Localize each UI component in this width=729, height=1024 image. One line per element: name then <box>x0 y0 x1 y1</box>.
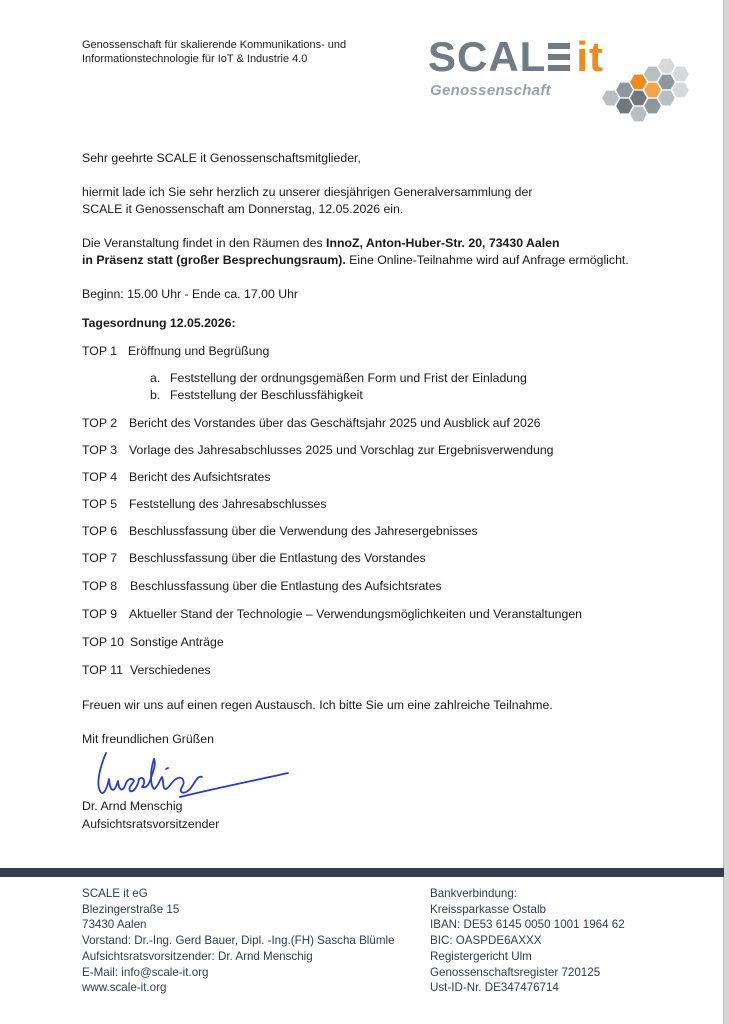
venue-line-1: Die Veranstaltung findet in den Räumen des InnoZ, Anton-Huber-Str. 20, 73430 Aalen <box>82 236 560 250</box>
footer-supervisory-chair: Aufsichtsratsvorsitzender: Dr. Arnd Menschig <box>82 949 313 963</box>
tagline-line-1: Genossenschaft für skalierende Kommunikations- und <box>82 39 347 51</box>
closing-regards: Mit freundlichen Grüßen <box>82 732 214 746</box>
venue-presence: in Präsenz statt (großer Besprechungsraum). <box>82 253 346 267</box>
agenda-item: TOP 6 Beschlussfassung über die Verwendung des Jahresergebnisses <box>82 524 478 538</box>
footer-website[interactable]: www.scale-it.org <box>82 981 167 995</box>
agenda-subitem: b. Feststellung der Beschlussfähigkeit <box>150 388 363 402</box>
agenda-item: TOP 2 Bericht des Vorstandes über das Geschäftsjahr 2025 und Ausblick auf 2026 <box>82 416 541 430</box>
venue-address: InnoZ, Anton-Huber-Str. 20, 73430 Aalen <box>326 236 560 250</box>
agenda-subitem: a. Feststellung der ordnungsgemäßen Form und Frist der Einladung <box>150 371 527 385</box>
agenda-item: TOP 5 Feststellung des Jahresabschlusses <box>82 497 327 511</box>
agenda-title: Tagesordnung 12.05.2026: <box>82 316 236 330</box>
logo-wordmark: SCAL it <box>428 33 604 80</box>
footer-city: 73430 Aalen <box>82 918 147 932</box>
footer-company-name: SCALE it eG <box>82 887 148 900</box>
footer-bank-info <box>430 886 625 996</box>
organization-tagline <box>82 38 346 66</box>
agenda-item: TOP 3 Vorlage des Jahresabschlusses 2025 und Vorschlag zur Ergebnisverwendung <box>82 443 554 457</box>
footer-company-info <box>82 886 395 996</box>
footer-vat-id: Ust-ID-Nr. DE347476714 <box>430 981 559 995</box>
logo-e-bars-icon <box>548 41 570 73</box>
footer-divider <box>0 868 724 877</box>
footer-court: Registergericht Ulm <box>430 949 532 963</box>
letter-body <box>82 150 682 303</box>
footer-board: Vorstand: Dr.-Ing. Gerd Bauer, Dipl. -Ing.(FH) Sascha Blümle <box>82 934 395 948</box>
tagline-line-2: Informationstechnologie für IoT & Industrie 4.0 <box>82 53 308 65</box>
agenda-item: TOP 11 Verschiedenes <box>82 663 211 677</box>
footer-iban: IBAN: DE53 6145 0050 1001 1964 62 <box>430 918 625 932</box>
agenda-item: TOP 9 Aktueller Stand der Technologie – Verwendungsmöglichkeiten und Veranstaltungen <box>82 607 583 621</box>
greeting: Sehr geehrte SCALE it Genossenschaftsmitglieder, <box>82 151 361 165</box>
hexagon-cluster-icon <box>600 56 692 128</box>
venue-line-2: in Präsenz statt (großer Besprechungsraum). Eine Online-Teilnahme wird auf Anfrage ermöglicht. <box>82 253 629 267</box>
footer-street: Blezingerstraße 15 <box>82 902 180 916</box>
scale-it-logo <box>422 30 697 130</box>
footer-register: Genossenschaftsregister 720125 <box>430 965 601 979</box>
agenda-item: TOP 1 Eröffnung und Begrüßung <box>82 344 270 358</box>
footer-bic: BIC: OASPDE6AXXX <box>430 934 542 948</box>
footer-email[interactable]: E-Mail: info@scale-it.org <box>82 965 209 979</box>
intro-line-2: SCALE it Genossenschaft am Donnerstag, 12.05.2026 ein. <box>82 202 404 216</box>
intro-line-1: hiermit lade ich Sie sehr herzlich zu unserer diesjährigen Generalversammlung der <box>82 185 533 199</box>
footer-bank-label: Bankverbindung: <box>430 887 518 900</box>
signatory-name: Dr. Arnd Menschig <box>82 799 183 813</box>
agenda-item: TOP 10 Sonstige Anträge <box>82 635 224 649</box>
agenda-item: TOP 8 Beschlussfassung über die Entlastung des Aufsichtsrates <box>82 579 442 593</box>
closing-invitation: Freuen wir uns auf einen regen Austausch. Ich bitte Sie um eine zahlreiche Teilnahme. <box>82 698 553 712</box>
footer-bank-name: Kreissparkasse Ostalb <box>430 902 546 916</box>
agenda-item: TOP 7 Beschlussfassung über die Entlastung des Vorstandes <box>82 551 426 565</box>
logo-subtitle: Genossenschaft <box>430 82 551 99</box>
event-time: Beginn: 15.00 Uhr - Ende ca. 17.00 Uhr <box>82 287 299 301</box>
signatory-role: Aufsichtsratsvorsitzender <box>82 817 220 831</box>
agenda-item: TOP 4 Bericht des Aufsichtsrates <box>82 470 271 484</box>
